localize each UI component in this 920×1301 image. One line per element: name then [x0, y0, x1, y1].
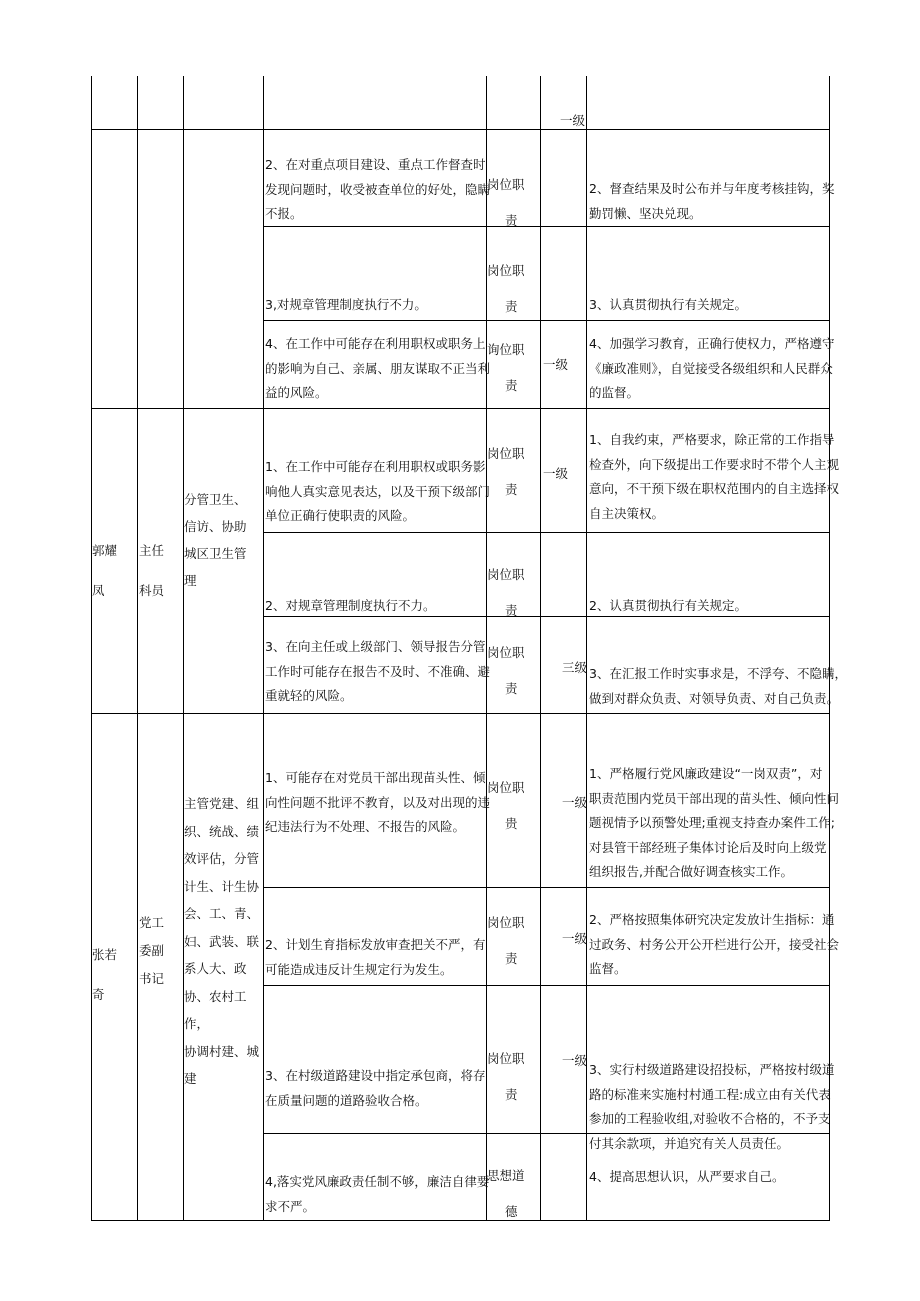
risk-level: 一级	[562, 795, 588, 810]
person-name: 张若 奇	[92, 947, 118, 1002]
row-line	[91, 129, 830, 130]
risk-point: 4,落实党风廉政责任制不够，廉洁自律要 求不严。	[265, 1174, 490, 1214]
duty-scope: 分管卫生、 信访、协助 城区卫生管 理	[184, 492, 247, 588]
risk-type: 岗位职 责	[487, 446, 525, 497]
risk-type: 岗位职 责	[487, 567, 525, 618]
prevention-measure: 3、实行村级道路建设招投标，严格按村级道 路的标准来实施村村通工程:成立由有关代表 参加的工程验收组,对验收不合格的，不予支 付其余款项，并追究有关人员责任。	[589, 1062, 835, 1151]
subrow-line	[263, 985, 830, 986]
risk-level: 一级	[543, 466, 569, 481]
risk-point: 4、在工作中可能存在利用职权或职务上 的影响为自己、亲属、朋友谋取不正当利 益的风险。	[265, 336, 491, 400]
subrow-line	[263, 320, 830, 321]
col-line	[137, 76, 138, 1221]
risk-point: 3、在村级道路建设中指定承包商，将存 在质量问题的道路验收合格。	[265, 1068, 486, 1108]
duty-scope: 主管党建、组 织、统战、绩 效评估，分管 计生、计生协 会、工、青、 妇、武装、联 系人大、政 协、农村工 作， 协调村建、城 建	[184, 796, 260, 1086]
prevention-measure: 1、严格履行党风廉政建设“一岗双责”，对 职责范围内党员干部出现的苗头性、倾向性问 题视情予以预警处理;重视支持查办案件工作; 对县管干部经班子集体讨论后及时向上级党 组织报告,并配合做好调查核实工作。	[589, 766, 840, 879]
risk-level: 一级	[562, 931, 588, 946]
risk-type: 询位职 责	[487, 342, 525, 393]
col-line	[91, 76, 92, 1221]
prevention-measure: 3、在汇报工作时实事求是，不浮夸、不隐瞒， 做到对群众负责、对领导负责、对自己负责。	[589, 666, 847, 706]
risk-point: 3,对规章管理制度执行不力。	[265, 297, 427, 312]
prevention-measure: 4、提高思想认识，从严要求自己。	[589, 1169, 785, 1184]
risk-point: 2、在对重点项目建设、重点工作督查时 发现问题时，收受被查单位的好处，隐瞒 不报。	[265, 157, 491, 221]
risk-type: 岗位职 贵	[487, 780, 525, 831]
col-line	[829, 76, 830, 1221]
prevention-measure: 2、认真贯彻执行有关规定。	[589, 598, 747, 613]
risk-type: 岗位职 责	[487, 263, 525, 314]
job-title: 党工 委副 书记	[139, 915, 165, 986]
risk-level: 一级	[562, 1053, 588, 1068]
subrow-line	[263, 887, 830, 888]
prevention-measure: 4、加强学习教育，正确行使权力，严格遵守 《廉政准则》，自觉接受各级组织和人民群众 的监督。	[589, 336, 835, 400]
risk-type: 岗位职 责	[487, 177, 525, 228]
prevention-measure: 1、自我约束，严格要求，除正常的工作指导 检查外，向下级提出工作要求时不带个人主观 意向，不干预下级在职权范围内的自主选择权 自主决策权。	[589, 432, 840, 521]
risk-type: 岗位职 责	[487, 1051, 525, 1102]
risk-point: 3、在向主任或上级部门、领导报告分管 工作时可能存在报告不及时、不准确、避 重就轻的风险。	[265, 639, 491, 703]
col-line	[586, 76, 587, 1221]
row-line	[91, 1220, 830, 1221]
risk-point: 1、可能存在对党员干部出现苗头性、倾 向性问题不批评不教育，以及对出现的违 纪违法行为不处理、不报告的风险。	[265, 770, 491, 834]
col-line	[540, 76, 541, 1221]
risk-point: 2、计划生育指标发放审查把关不严，有 可能造成违反计生规定行为发生。	[265, 937, 486, 977]
prevention-measure: 2、督查结果及时公布并与年度考核挂钩，奖 勤罚懒、坚决兑现。	[589, 181, 835, 221]
risk-level: 一级	[560, 113, 586, 128]
risk-level: 三级	[562, 660, 588, 675]
subrow-line	[263, 532, 830, 533]
risk-type: 岗位职 责	[487, 645, 525, 696]
person-name: 郭耀 凤	[92, 543, 118, 598]
risk-level: 一级	[543, 357, 569, 372]
job-title: 主任 科员	[139, 543, 165, 598]
risk-type: 思想道 德	[487, 1168, 525, 1219]
row-line	[91, 713, 830, 714]
risk-type: 岗位职 责	[487, 915, 525, 966]
prevention-measure: 3、认真贯彻执行有关规定。	[589, 297, 747, 312]
risk-point: 2、对规章管理制度执行不力。	[265, 598, 436, 613]
risk-point: 1、在工作中可能存在利用职权或职务影 响他人真实意见表达，以及干预下级部门 单位正确行使职责的风险。	[265, 459, 491, 523]
row-line	[91, 408, 830, 409]
col-line	[263, 76, 264, 1221]
prevention-measure: 2、严格按照集体研究决定发放计生指标：通 过政务、村务公开公开栏进行公开，接受社会 监督。	[589, 912, 840, 976]
